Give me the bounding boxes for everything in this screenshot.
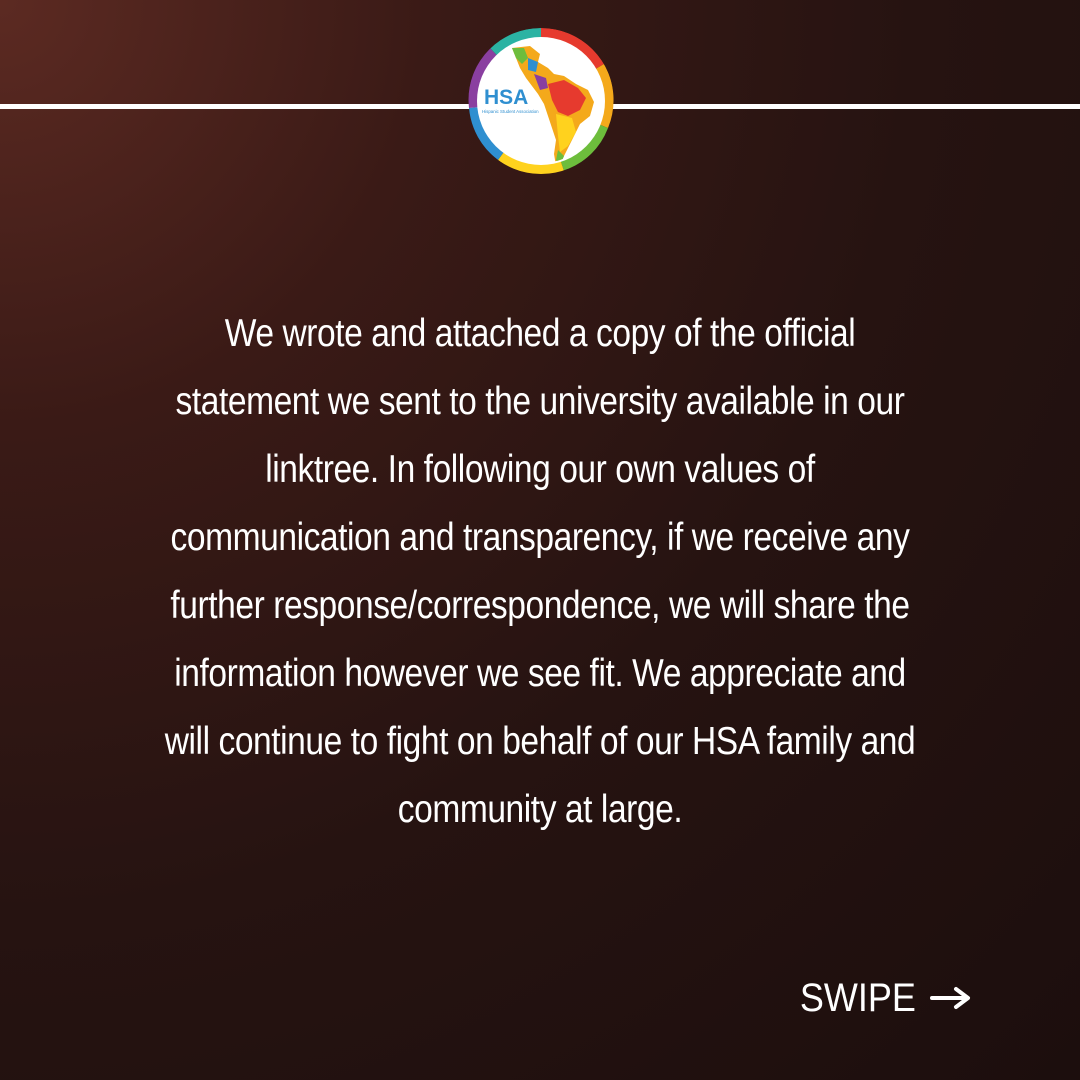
logo-text: HSA <box>484 86 529 109</box>
statement-text: We wrote and attached a copy of the official statement we sent to the university available in our linktree. In following our own values of communication and transparency, if we receive any further response/correspondence, we will share the information however we see fit. We appreciate and will continue to fight on behalf of our HSA family and community at large. <box>164 312 916 831</box>
arrow-right-icon <box>930 986 974 1010</box>
swipe-label: SWIPE <box>799 976 916 1020</box>
logo-subtitle: Hispanic Student Association <box>482 109 539 114</box>
hsa-logo <box>468 28 614 174</box>
swipe-prompt[interactable] <box>787 974 974 1022</box>
